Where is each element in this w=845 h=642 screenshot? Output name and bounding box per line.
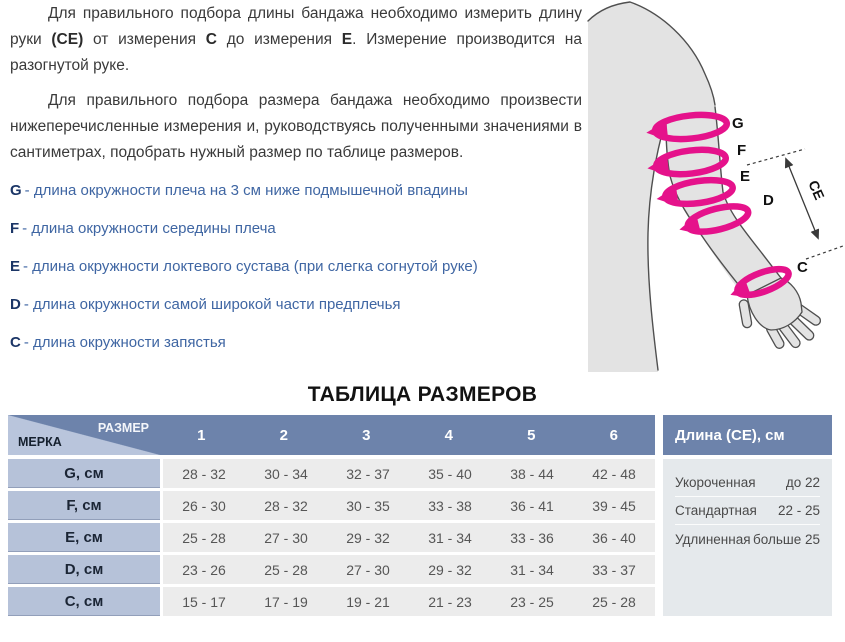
row-values <box>163 459 655 488</box>
length-panel-header: Длина (CE), см <box>663 415 832 455</box>
length-panel-body <box>663 459 832 616</box>
table-cell: 19 - 21 <box>346 593 390 610</box>
size-table-title: ТАБЛИЦА РАЗМЕРОВ <box>307 383 538 406</box>
size-column-header-6: 6 <box>609 426 618 444</box>
intro-p1-segment-6: . Измерение производится на разогнутой руке. <box>10 31 582 74</box>
table-cell: 26 - 30 <box>182 497 226 514</box>
size-table-main <box>8 415 655 616</box>
dashed-line-e <box>747 149 805 165</box>
length-type: Удлиненная <box>675 531 751 547</box>
size-column-header-1: 1 <box>197 426 206 444</box>
table-cell: 30 - 34 <box>264 465 308 482</box>
band-label-G: G <box>732 115 744 132</box>
size-column-header-4: 4 <box>444 426 453 444</box>
table-cell: 31 - 34 <box>510 561 554 578</box>
length-type: Стандартная <box>675 503 757 518</box>
table-cell: 39 - 45 <box>592 497 636 514</box>
length-panel <box>663 415 832 616</box>
table-cell: 25 - 28 <box>592 593 636 610</box>
band-label-F: F <box>737 142 747 159</box>
measurement-list <box>10 183 582 350</box>
measurement-description: - длина окружности локтевого сустава (при слегка согнутой руке) <box>23 258 478 275</box>
table-cell: 21 - 23 <box>428 593 472 610</box>
table-cell: 33 - 36 <box>510 529 554 546</box>
table-cell: 23 - 26 <box>182 561 226 578</box>
row-label: E, см <box>8 523 160 552</box>
row-label: G, см <box>8 459 160 488</box>
size-column-headers <box>160 415 655 455</box>
table-cell: 35 - 40 <box>428 465 472 482</box>
table-cell: 25 - 28 <box>182 529 226 546</box>
measurement-description: - длина окружности середины плеча <box>22 220 276 237</box>
table-cell: 27 - 30 <box>346 561 390 578</box>
table-cell: 31 - 34 <box>428 529 472 546</box>
measurement-item-E <box>10 259 582 274</box>
measurement-item-G <box>10 183 582 198</box>
table-cell: 27 - 30 <box>264 529 308 546</box>
intro-paragraph-2: Для правильного подбора размера бандажа необходимо произвести нижеперечисленные измерения и, руководствуясь полученными значениями в сантиметрах, подобрать нужный размер по таблице размеров. <box>10 92 582 161</box>
intro-p1-segment-3: C <box>205 31 217 48</box>
measurement-item-F <box>10 221 582 236</box>
length-range: больше 25 <box>753 531 820 547</box>
table-row <box>8 555 655 584</box>
size-table-header-row <box>8 415 655 455</box>
row-label: F, см <box>8 491 160 520</box>
measurement-letter: F <box>10 220 20 237</box>
intro-paragraph-1 <box>10 1 582 79</box>
table-row <box>8 523 655 552</box>
table-cell: 36 - 41 <box>510 497 554 514</box>
arm-illustration <box>585 0 845 380</box>
band-label-E: E <box>740 168 751 185</box>
table-cell: 15 - 17 <box>182 593 226 610</box>
length-panel-row <box>675 469 820 497</box>
dashed-line-c <box>806 246 843 259</box>
row-values <box>163 523 655 552</box>
row-label: D, см <box>8 555 160 584</box>
length-range: до 22 <box>785 475 820 490</box>
measurement-description: - длина окружности запястья <box>23 334 226 351</box>
size-table-body <box>8 459 655 616</box>
intro-p1-segment-4: до измерения <box>216 31 342 48</box>
table-row <box>8 491 655 520</box>
length-panel-row <box>675 525 820 553</box>
measurement-letter: G <box>10 182 22 199</box>
measurement-letter: E <box>10 258 21 275</box>
arm-measurement-figure <box>585 0 845 380</box>
intro-p1-segment-1: (CE) <box>51 31 84 48</box>
table-row <box>8 459 655 488</box>
instruction-text-column <box>10 1 582 373</box>
table-cell: 33 - 38 <box>428 497 472 514</box>
table-cell: 32 - 37 <box>346 465 390 482</box>
table-cell: 28 - 32 <box>264 497 308 514</box>
size-column-header-2: 2 <box>279 426 288 444</box>
band-label-D: D <box>763 192 774 209</box>
row-values <box>163 587 655 616</box>
measurement-description: - длина окружности самой широкой части предплечья <box>23 296 401 313</box>
intro-p1-segment-5: E <box>341 31 353 48</box>
size-table <box>8 415 832 616</box>
length-range: 22 - 25 <box>777 503 820 518</box>
ce-label: CE <box>805 177 828 203</box>
table-cell: 17 - 19 <box>264 593 308 610</box>
table-cell: 36 - 40 <box>592 529 636 546</box>
table-cell: 30 - 35 <box>346 497 390 514</box>
intro-p1-segment-0: Для правильного подбора длины бандажа необходимо измерить длину руки <box>10 5 582 48</box>
table-cell: 33 - 37 <box>592 561 636 578</box>
corner-label-size: РАЗМЕР <box>97 421 149 435</box>
row-values <box>163 491 655 520</box>
size-column-header-3: 3 <box>362 426 371 444</box>
table-cell: 38 - 44 <box>510 465 554 482</box>
table-row <box>8 587 655 616</box>
measurement-item-D <box>10 297 582 312</box>
table-cell: 29 - 32 <box>428 561 472 578</box>
corner-label-measure: МЕРКА <box>18 435 62 449</box>
size-column-header-5: 5 <box>527 426 536 444</box>
measurement-letter: C <box>10 334 21 351</box>
table-cell: 28 - 32 <box>182 465 226 482</box>
table-cell: 25 - 28 <box>264 561 308 578</box>
row-label: C, см <box>8 587 160 616</box>
intro-p1-segment-2: от измерения <box>83 31 206 48</box>
length-type: Укороченная <box>675 475 756 490</box>
measurement-description: - длина окружности плеча на 3 см ниже подмышечной впадины <box>24 182 468 199</box>
table-cell: 42 - 48 <box>592 465 636 482</box>
row-values <box>163 555 655 584</box>
length-panel-row <box>675 497 820 525</box>
measurement-letter: D <box>10 296 21 313</box>
table-cell: 23 - 25 <box>510 593 554 610</box>
corner-cell <box>8 415 160 455</box>
table-cell: 29 - 32 <box>346 529 390 546</box>
band-label-C: C <box>797 259 808 276</box>
measurement-item-C <box>10 335 582 350</box>
